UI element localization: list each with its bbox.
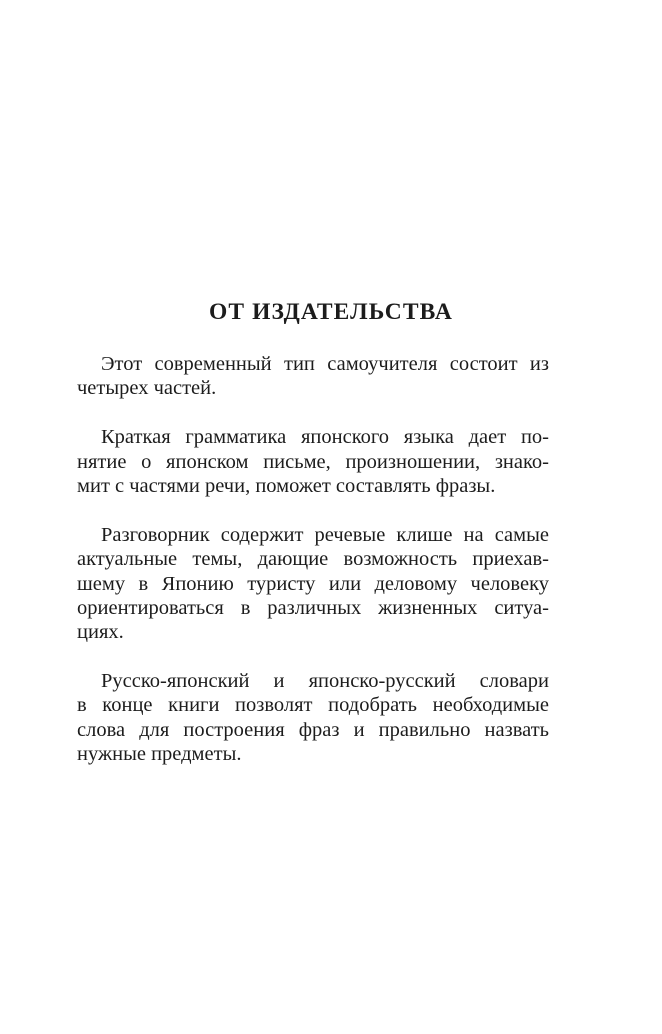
- text-line: Русско-японский и японско-русский словари: [101, 670, 549, 693]
- text-line: в конце книги позволят подобрать необходимые: [77, 694, 549, 717]
- paragraph-2: [77, 425, 549, 498]
- text-line: слова для построения фраз и правильно назвать: [77, 718, 549, 741]
- text-line: циях.: [77, 621, 124, 644]
- text-line: Этот современный тип самоучителя состоит из: [101, 353, 549, 375]
- text-line: Разговорник содержит речевые клише на самые: [101, 523, 549, 546]
- text-line: Краткая грамматика японского языка дает по-: [101, 426, 549, 449]
- text-line: шему в Японию туристу или деловому человеку: [77, 572, 549, 595]
- text-line: нужные предметы.: [77, 743, 242, 766]
- text-line: четырех частей.: [77, 377, 217, 400]
- paragraph-4: [77, 669, 549, 767]
- body-text: [77, 352, 549, 791]
- paragraph-3: [77, 523, 549, 645]
- text-line: ориентироваться в различных жизненных ситуа-: [77, 596, 549, 619]
- page-title: ОТ ИЗДАТЕЛЬСТВА: [209, 299, 453, 325]
- text-line: мит с частями речи, поможет составлять фразы.: [77, 474, 496, 497]
- paragraph-1: [77, 352, 549, 401]
- text-line: актуальные темы, дающие возможность приехав-: [77, 548, 549, 571]
- text-line: нятие о японском письме, произношении, знако-: [77, 450, 549, 473]
